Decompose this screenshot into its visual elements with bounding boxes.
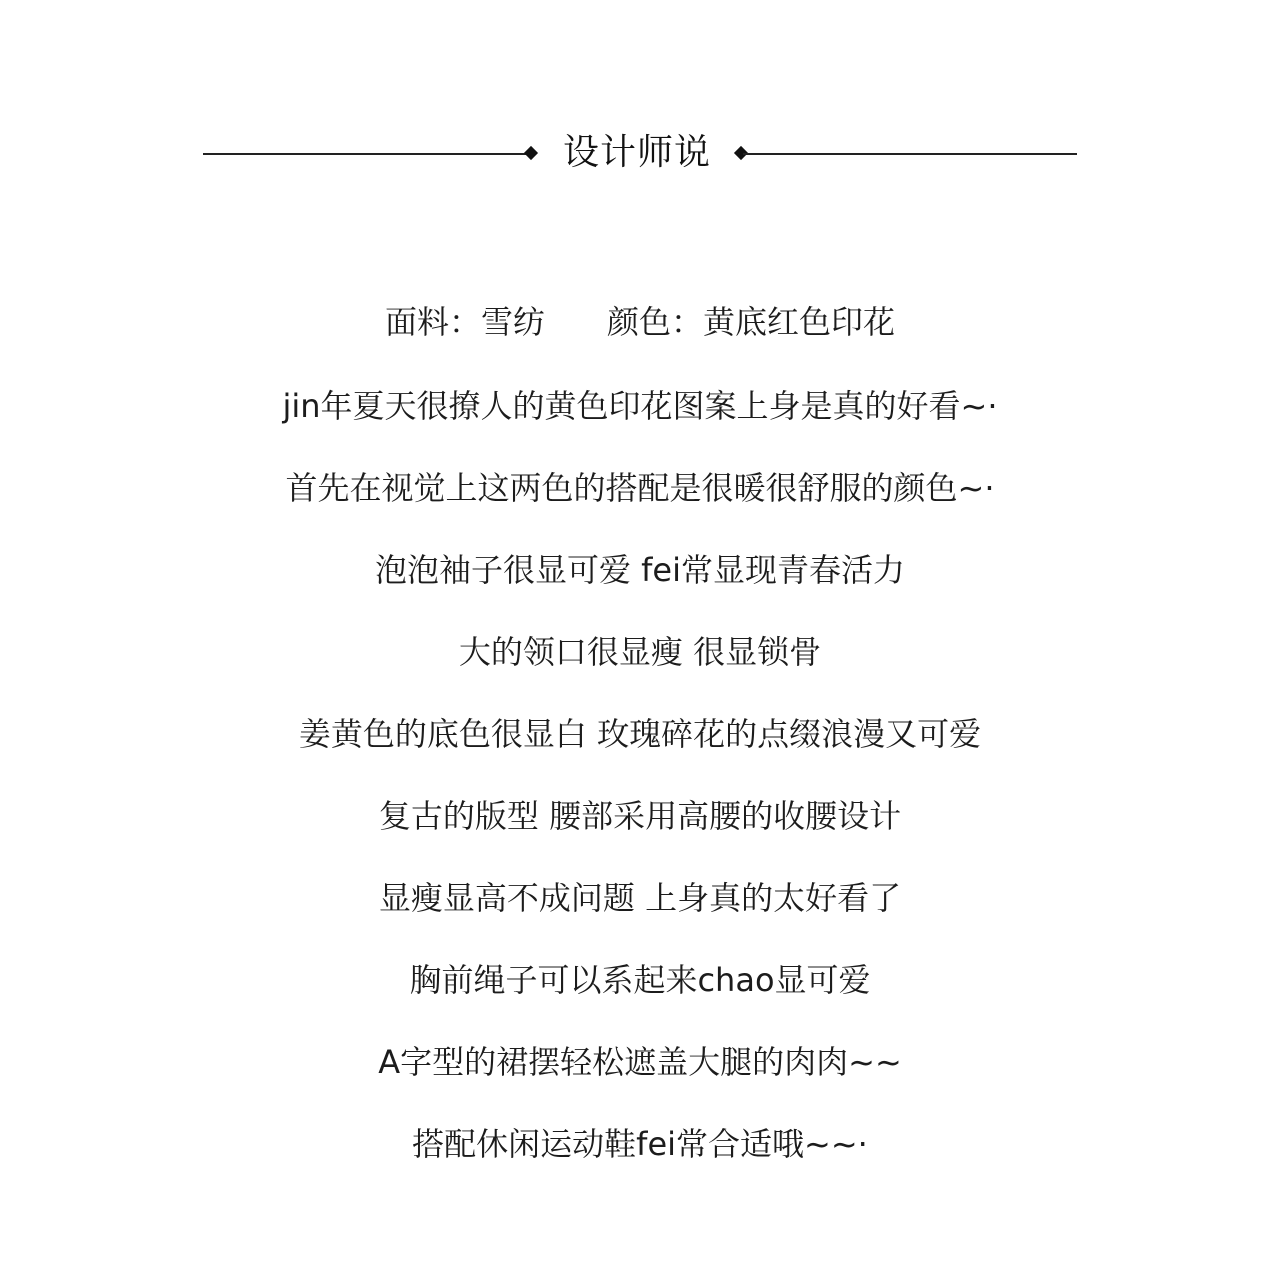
header-right-rule — [743, 153, 1077, 155]
description-line: jin年夏天很撩人的黄色印花图案上身是真的好看~· — [282, 387, 998, 425]
diamond-left-icon — [524, 146, 538, 160]
description-line: A字型的裙摆轻松遮盖大腿的肉肉~~ — [378, 1043, 902, 1081]
color-spec: 颜色：黄底红色印花 — [607, 303, 896, 341]
section-header — [203, 126, 1077, 182]
header-left-rule — [203, 153, 528, 155]
description-line: 姜黄色的底色很显白 玫瑰碎花的点缀浪漫又可爱 — [298, 715, 982, 753]
spec-row — [0, 300, 1280, 344]
section-title: 设计师说 — [562, 132, 711, 173]
description-line: 胸前绳子可以系起来chao显可爱 — [409, 961, 871, 999]
description-line: 复古的版型 腰部采用高腰的收腰设计 — [378, 797, 902, 835]
description-line: 大的领口很显瘦 很显锁骨 — [458, 633, 822, 671]
description-line: 首先在视觉上这两色的搭配是很暖很舒服的颜色~· — [285, 469, 995, 507]
description-line: 显瘦显高不成问题 上身真的太好看了 — [378, 879, 902, 917]
description-line: 泡泡袖子很显可爱 fei常显现青春活力 — [374, 551, 906, 589]
fabric-spec: 面料：雪纺 — [384, 303, 545, 341]
description-line: 搭配休闲运动鞋fei常合适哦~~· — [412, 1125, 868, 1163]
